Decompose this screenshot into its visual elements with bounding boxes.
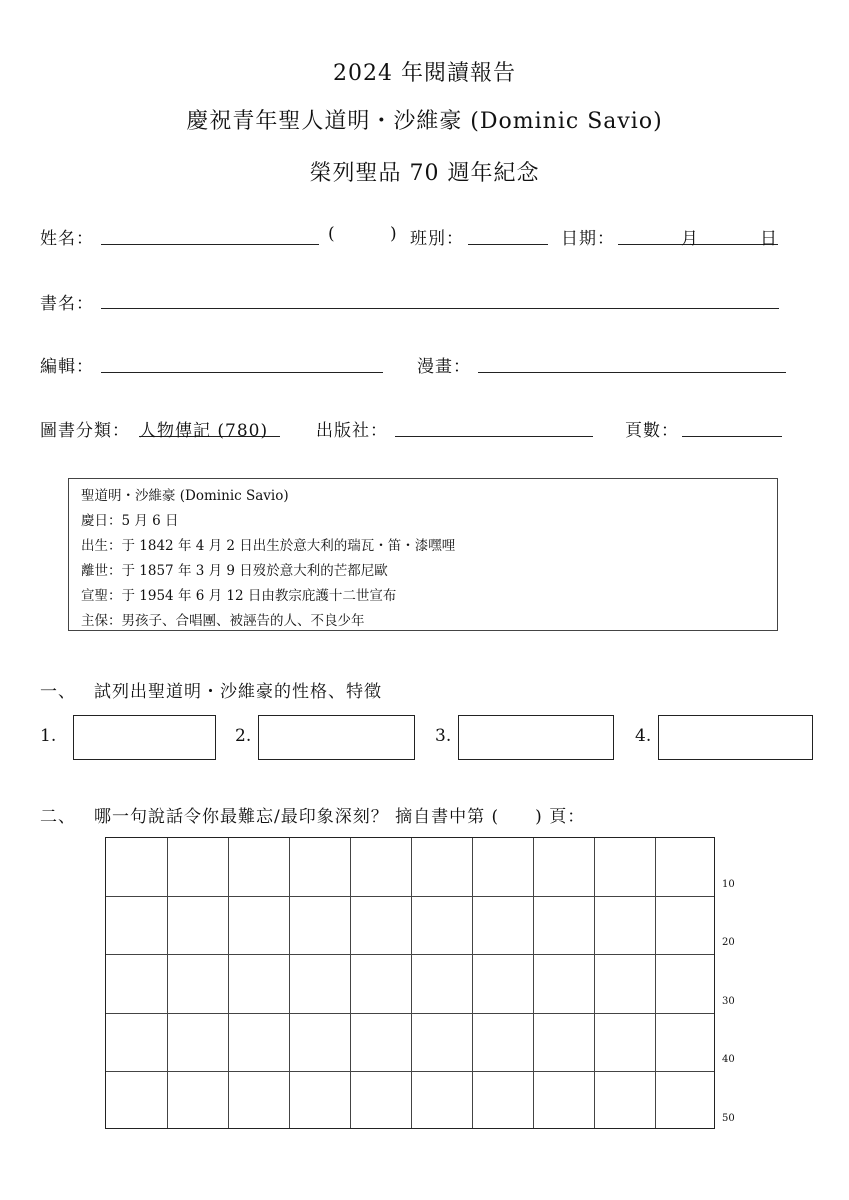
info-line-canonization: 宣聖：于 1954 年 6 月 12 日由教宗庇護十二世宣布 bbox=[81, 588, 397, 604]
pages-field[interactable] bbox=[682, 416, 782, 437]
grid-row-count-40: 40 bbox=[722, 1054, 735, 1065]
class-number-paren-open: ( bbox=[328, 224, 336, 244]
section2-number: 二、 bbox=[40, 807, 76, 827]
trait-number-1: 1. bbox=[40, 726, 57, 746]
info-line-feast: 慶日：5 月 6 日 bbox=[81, 513, 179, 529]
grid-column-line bbox=[350, 838, 351, 1128]
pages-label: 頁數： bbox=[625, 421, 679, 441]
book-title-label: 書名： bbox=[40, 294, 94, 314]
editor-label: 編輯： bbox=[40, 357, 94, 377]
report-title: 2024 年閱讀報告 bbox=[333, 61, 516, 86]
trait-box-2[interactable] bbox=[258, 715, 415, 760]
name-field[interactable] bbox=[101, 224, 319, 245]
grid-column-line bbox=[167, 838, 168, 1128]
info-line-patronage: 主保：男孩子、合唱團、被誣告的人、不良少年 bbox=[81, 613, 365, 629]
trait-number-4: 4. bbox=[635, 726, 652, 746]
grid-column-line bbox=[289, 838, 290, 1128]
category-value: 人物傳記 (780) bbox=[139, 416, 280, 437]
trait-box-3[interactable] bbox=[458, 715, 614, 760]
comic-label: 漫畫： bbox=[417, 357, 471, 377]
grid-row-count-20: 20 bbox=[722, 937, 735, 948]
grid-column-line bbox=[228, 838, 229, 1128]
grid-column-line bbox=[655, 838, 656, 1128]
info-line-birth: 出生：于 1842 年 4 月 2 日出生於意大利的瑞瓦・笛・漆嘿哩 bbox=[81, 538, 456, 554]
grid-row-line bbox=[106, 954, 714, 955]
report-subtitle: 慶祝青年聖人道明・沙維豪 (Dominic Savio) bbox=[186, 109, 663, 134]
info-line-name: 聖道明・沙維豪 (Dominic Savio) bbox=[81, 488, 289, 504]
class-label: 班別： bbox=[410, 229, 464, 249]
grid-row-line bbox=[106, 1013, 714, 1014]
category-label: 圖書分類： bbox=[40, 421, 130, 441]
grid-column-line bbox=[472, 838, 473, 1128]
grid-column-line bbox=[594, 838, 595, 1128]
trait-number-2: 2. bbox=[235, 726, 252, 746]
comic-artist-field[interactable] bbox=[478, 352, 786, 373]
report-anniversary: 榮列聖品 70 週年紀念 bbox=[309, 161, 540, 186]
grid-row-count-10: 10 bbox=[722, 879, 735, 890]
saint-info-box bbox=[68, 478, 778, 631]
trait-number-3: 3. bbox=[435, 726, 452, 746]
grid-column-line bbox=[411, 838, 412, 1128]
writing-grid[interactable] bbox=[105, 837, 715, 1129]
trait-box-4[interactable] bbox=[658, 715, 813, 760]
class-field[interactable] bbox=[468, 224, 548, 245]
month-label: 月 bbox=[681, 229, 699, 249]
publisher-label: 出版社： bbox=[316, 421, 388, 441]
grid-row-line bbox=[106, 1071, 714, 1072]
editor-field[interactable] bbox=[101, 352, 383, 373]
grid-row-line bbox=[106, 896, 714, 897]
info-line-death: 離世：于 1857 年 3 月 9 日歿於意大利的芒都尼歐 bbox=[81, 563, 388, 579]
date-label: 日期： bbox=[561, 229, 615, 249]
grid-row-count-30: 30 bbox=[722, 996, 735, 1007]
section1-number: 一、 bbox=[40, 682, 76, 702]
section2-title: 哪一句說話令你最難忘/最印象深刻？ 摘自書中第 ( ) 頁： bbox=[94, 807, 586, 827]
grid-row-count-50: 50 bbox=[722, 1113, 735, 1124]
day-label: 日 bbox=[760, 229, 778, 249]
grid-column-line bbox=[533, 838, 534, 1128]
section1-title: 試列出聖道明・沙維豪的性格、特徵 bbox=[94, 682, 382, 702]
class-number-paren-close: ) bbox=[390, 224, 398, 244]
publisher-field[interactable] bbox=[395, 416, 593, 437]
book-title-field[interactable] bbox=[101, 288, 779, 309]
trait-box-1[interactable] bbox=[73, 715, 216, 760]
name-label: 姓名： bbox=[40, 229, 94, 249]
